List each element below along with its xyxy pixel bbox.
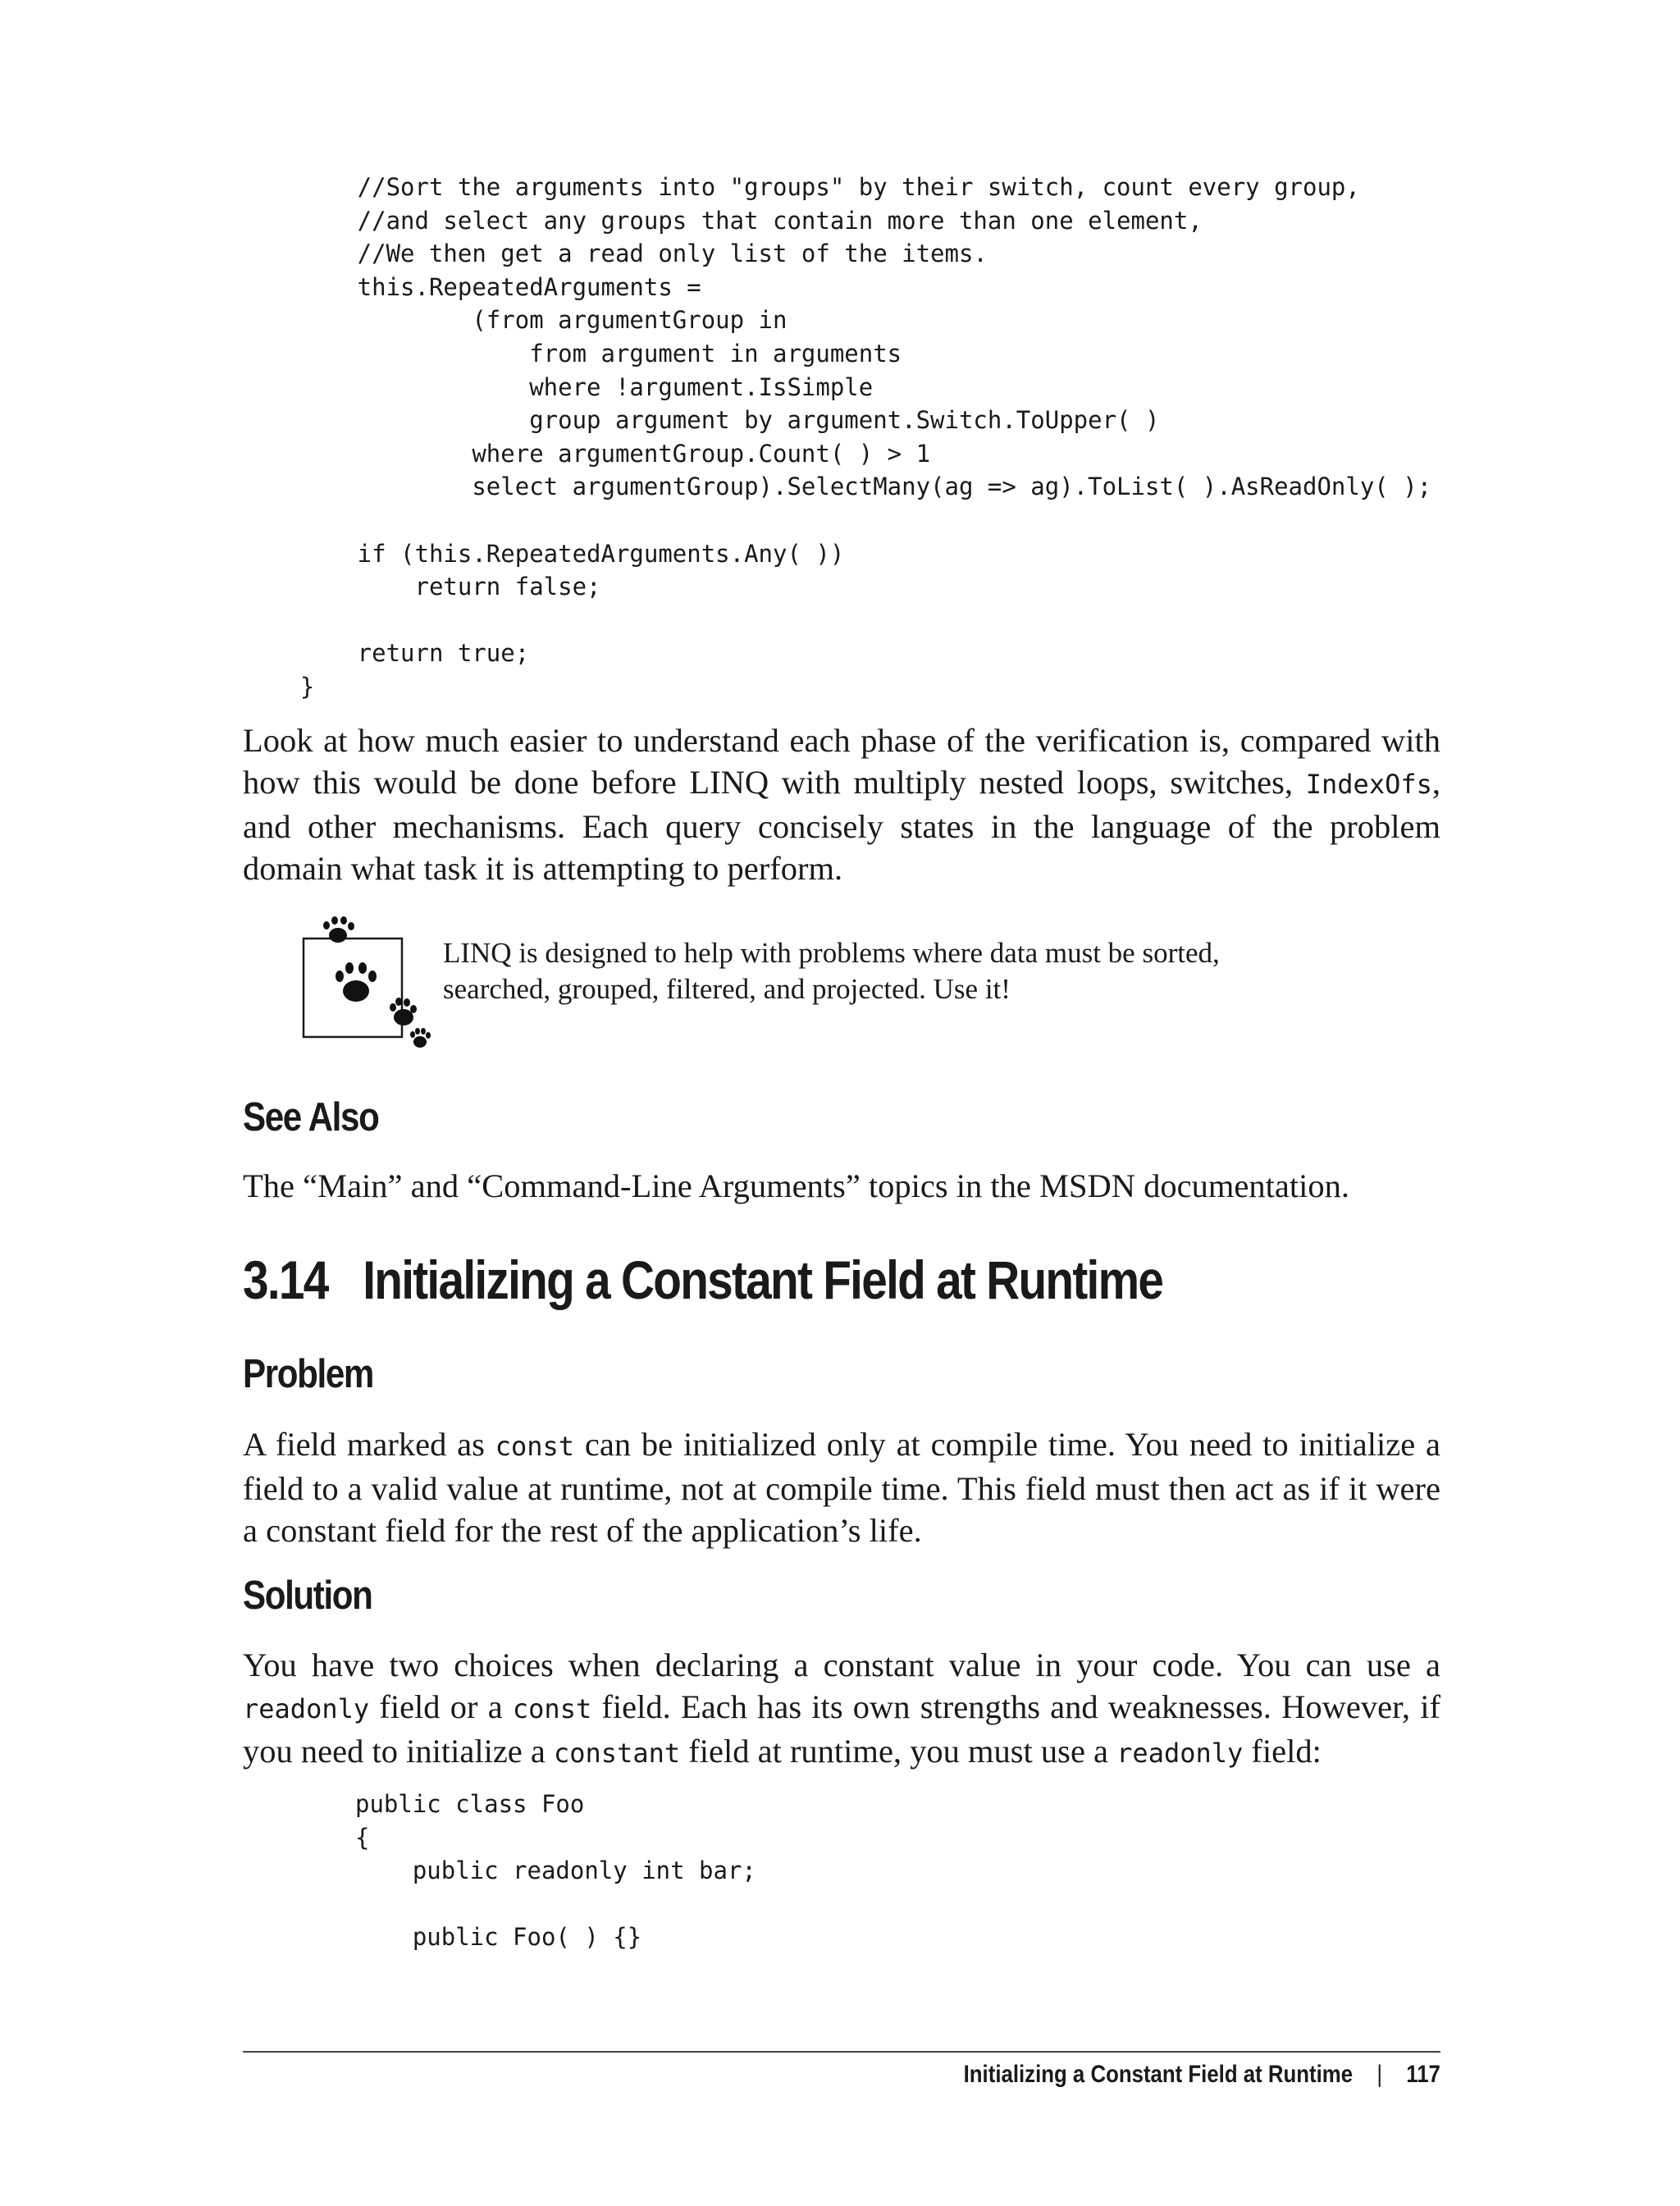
text-run: field: (1243, 1733, 1322, 1770)
problem-paragraph (243, 1423, 1440, 1551)
tip-note-text: LINQ is designed to help with problems where data must be sorted, searched, grouped, filtered, and projected. Use it! (443, 937, 1220, 1005)
code-line: //Sort the arguments into "groups" by their switch, count every group, (243, 173, 1360, 201)
tip-paw-prints-icon (297, 911, 436, 1054)
text-run: Look at how much easier to understand each phase of the verification is, compared with how this would be done before LINQ with multiply nested loops, switches, (243, 722, 1440, 801)
text-run: field or a (369, 1688, 513, 1725)
code-line: { (355, 1823, 370, 1852)
section-title-text: Initializing a Constant Field at Runtime (363, 1249, 1163, 1310)
inline-code: constant (554, 1738, 681, 1769)
code-line: return false; (243, 573, 601, 601)
text-run: A field marked as (243, 1426, 495, 1463)
code-line: this.RepeatedArguments = (243, 272, 701, 301)
code-listing-bottom (355, 1788, 756, 1954)
text-run: field. Each has its own strengths and weaknesses. However, if you need to initialize a (243, 1688, 1441, 1770)
inline-code: IndexOfs (1305, 769, 1432, 800)
section-number: 3.14 (243, 1249, 328, 1310)
page-number: 117 (1406, 2061, 1440, 2088)
page-footer (964, 2061, 1440, 2089)
inline-code: const (512, 1693, 592, 1724)
text-run: can be initialized only at compile time. You need to initialize a field to a valid value at runtime, not at compile time. This field must then act as if it were a constant field for the rest of the application’s life. (243, 1426, 1440, 1549)
code-line: } (243, 672, 315, 701)
code-listing-top (243, 171, 1431, 704)
code-line: (from argumentGroup in (243, 306, 788, 335)
text-run: , and other mechanisms. Each query concisely states in the language of the problem domain what task it is attempting to perform. (243, 764, 1440, 887)
running-title: Initializing a Constant Field at Runtime (963, 2061, 1354, 2088)
footer-rule (243, 2051, 1440, 2053)
code-line: from argument in arguments (243, 339, 902, 368)
code-line: //We then get a read only list of the items. (243, 240, 988, 268)
inline-code: readonly (243, 1693, 370, 1724)
section-title (243, 1249, 1162, 1311)
text-run: You have two choices when declaring a constant value in your code. You can use a (243, 1647, 1440, 1683)
footer-separator: | (1376, 2061, 1383, 2088)
code-line: where !argument.IsSimple (243, 372, 874, 401)
solution-heading: Solution (243, 1573, 372, 1618)
code-line: public Foo( ) {} (355, 1923, 642, 1952)
inline-code: readonly (1116, 1738, 1244, 1769)
code-line: public readonly int bar; (355, 1857, 756, 1885)
code-line: if (this.RepeatedArguments.Any( )) (243, 539, 845, 568)
problem-heading: Problem (243, 1352, 373, 1396)
paragraph-linq-comparison (243, 719, 1440, 889)
see-also-heading: See Also (243, 1095, 379, 1140)
text-run: field at runtime, you must use a (680, 1733, 1117, 1770)
code-line: //and select any groups that contain more than one element, (243, 206, 1203, 235)
code-line: where argumentGroup.Count( ) > 1 (243, 439, 931, 468)
code-line: return true; (243, 639, 530, 668)
see-also-text: The “Main” and “Command-Line Arguments” topics in the MSDN documentation. (243, 1167, 1349, 1204)
code-line: public class Foo (355, 1790, 585, 1818)
code-line: select argumentGroup).SelectMany(ag => ag).ToList( ).AsReadOnly( ); (243, 473, 1432, 501)
inline-code: const (495, 1431, 575, 1462)
code-line: group argument by argument.Switch.ToUpper( ) (243, 406, 1160, 435)
solution-paragraph (243, 1644, 1440, 1774)
